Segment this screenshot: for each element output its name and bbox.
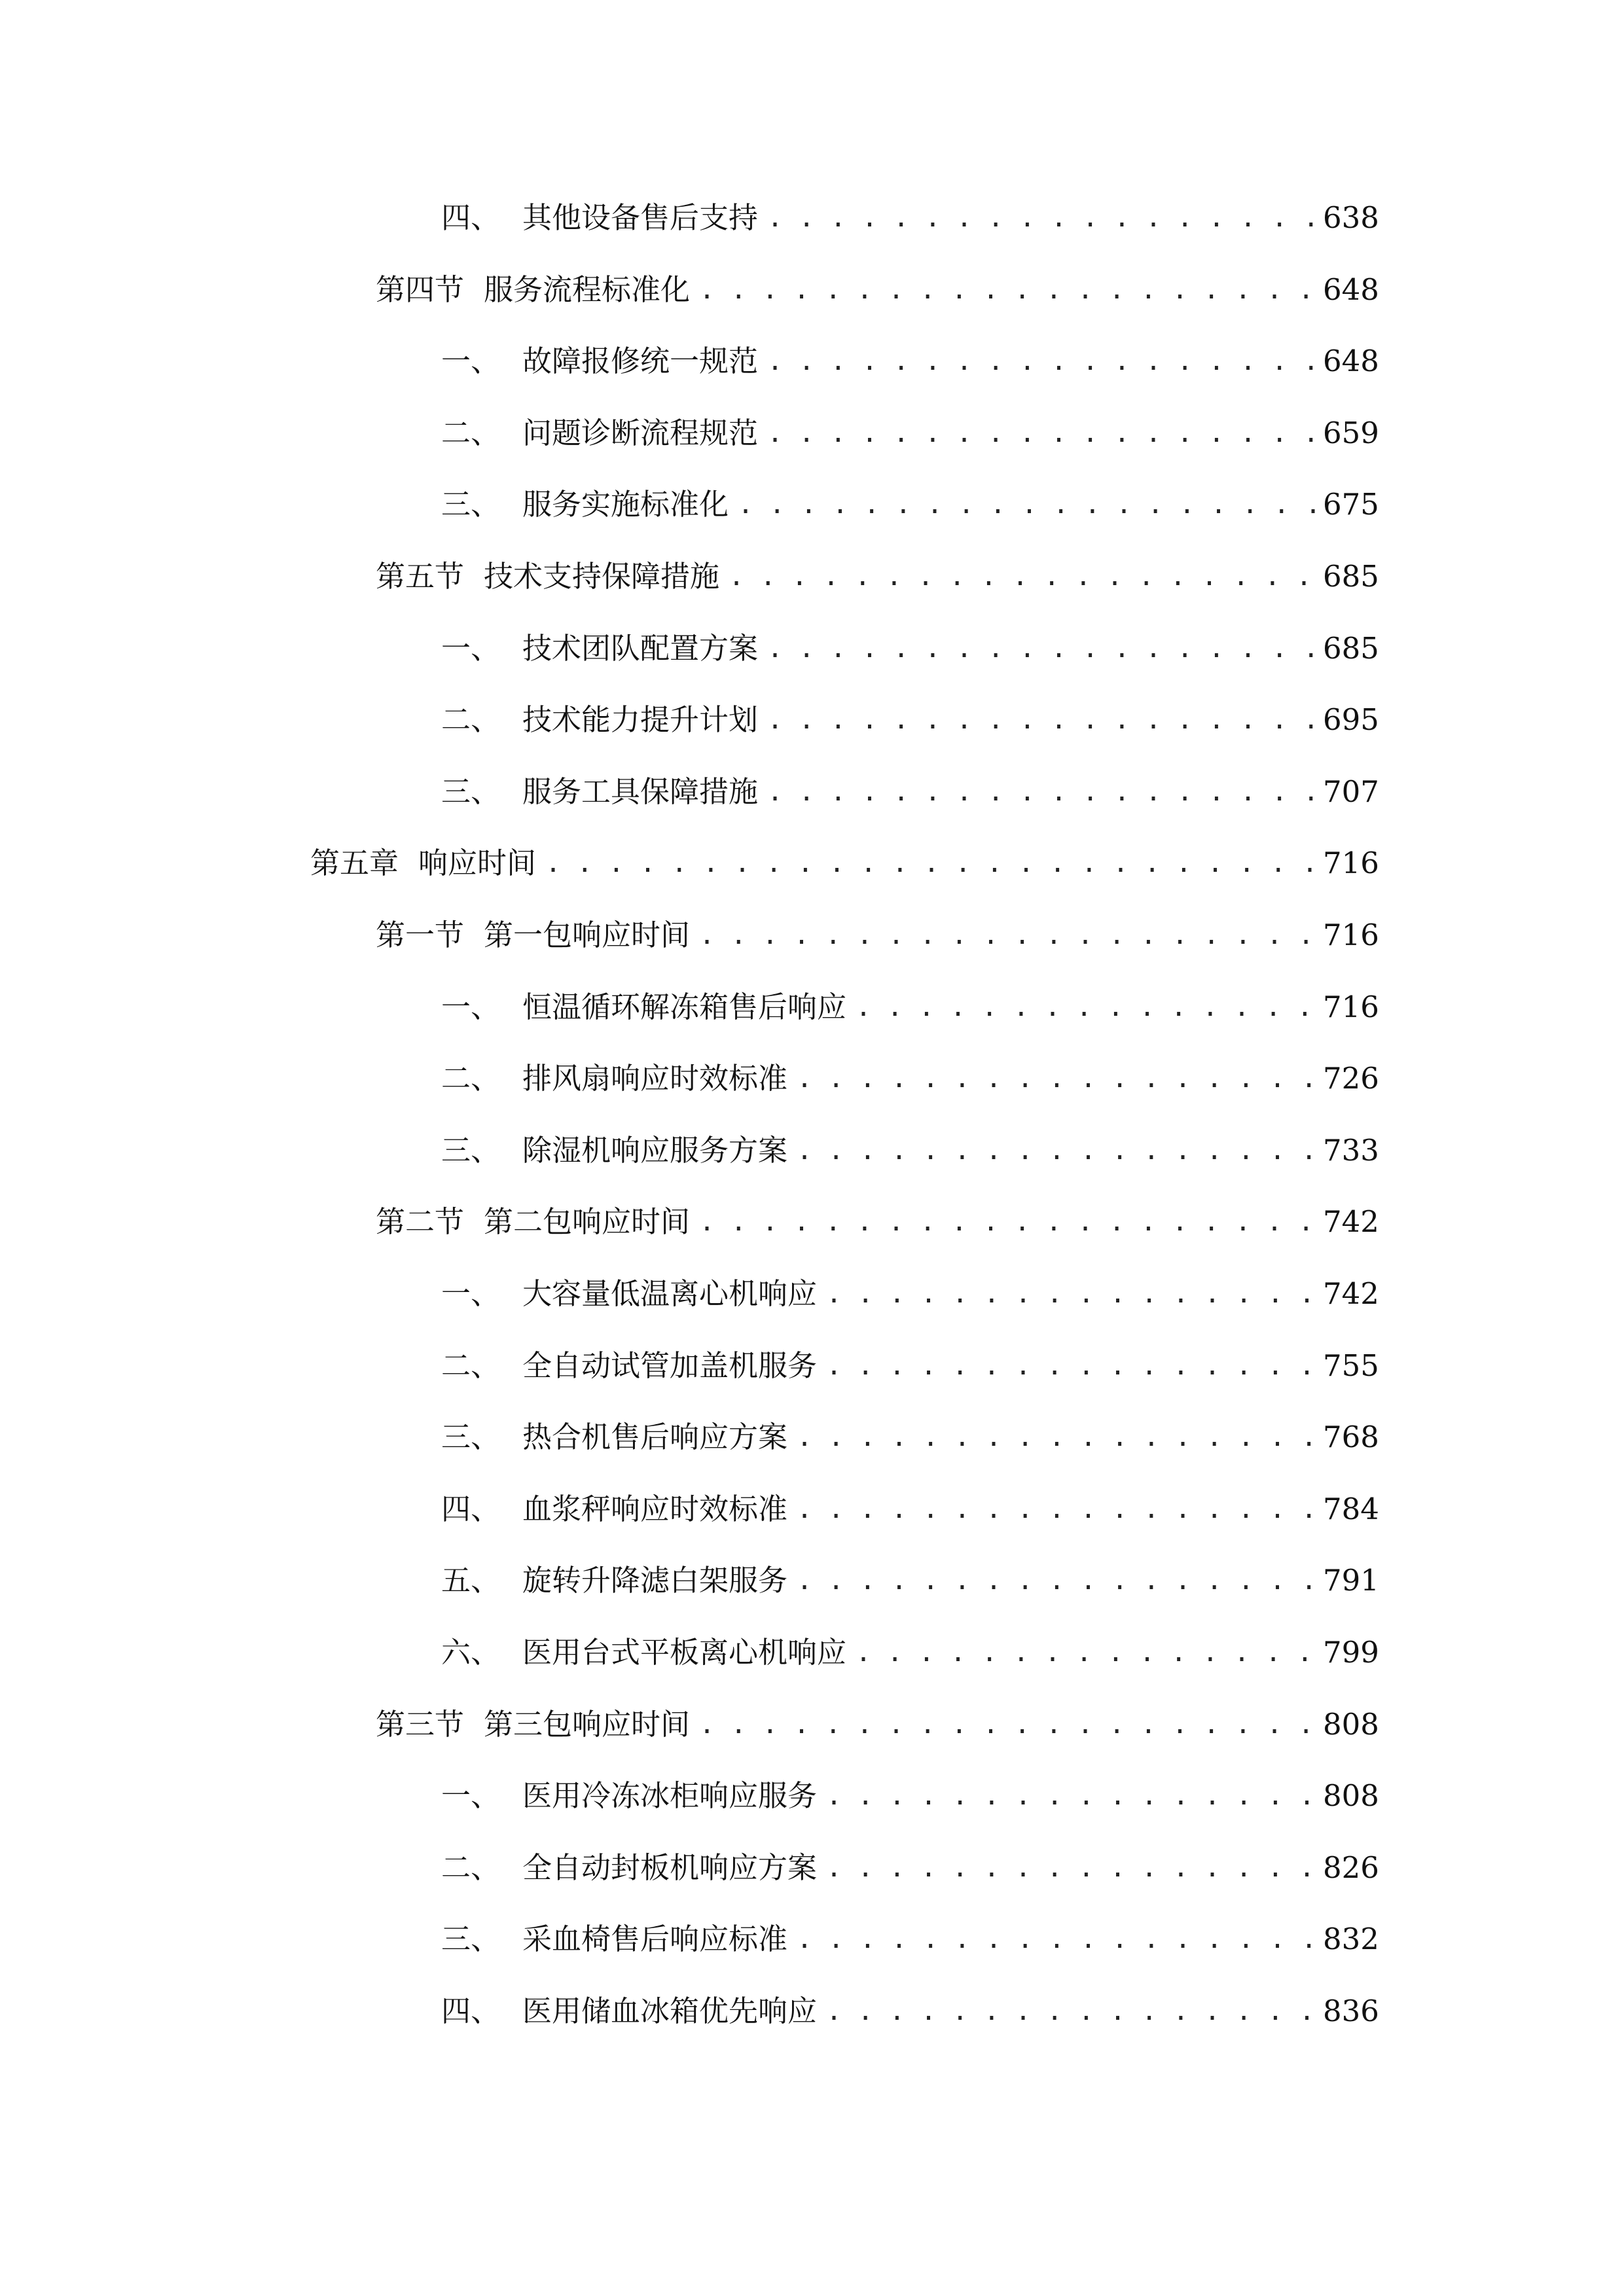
toc-entry-number: 第五章 — [310, 846, 399, 880]
toc-entry[interactable] — [441, 1268, 1379, 1320]
toc-entry-title: 血浆秤响应时效标准 — [522, 1492, 788, 1526]
toc-dot-leader — [856, 981, 1315, 1033]
toc-entry-title: 响应时间 — [418, 846, 537, 880]
toc-entry-page-number: 716 — [1323, 918, 1379, 952]
toc-dot-leader — [767, 192, 1315, 244]
toc-entry-title: 服务流程标准化 — [484, 272, 691, 307]
toc-entry-page-number: 659 — [1323, 416, 1379, 450]
toc-entry-number: 一、 — [441, 990, 501, 1024]
toc-dot-leader — [797, 1052, 1315, 1105]
toc-entry-page-number: 638 — [1323, 200, 1379, 235]
toc-entry-page-number: 791 — [1323, 1563, 1379, 1598]
toc-entry-page-number: 695 — [1323, 702, 1379, 737]
toc-entry-page-number: 826 — [1323, 1850, 1379, 1885]
toc-entry-page-number: 648 — [1323, 344, 1379, 378]
toc-entry-number: 二、 — [441, 1061, 501, 1096]
toc-entry-title: 医用储血冰箱优先响应 — [522, 1994, 818, 2028]
toc-entry-page-number: 799 — [1323, 1635, 1379, 1670]
toc-dot-leader — [826, 1770, 1315, 1822]
toc-entry-number: 二、 — [441, 1348, 501, 1383]
toc-entry-page-number: 784 — [1323, 1492, 1379, 1526]
toc-entry-number: 第四节 — [376, 272, 465, 307]
toc-entry-page-number: 733 — [1323, 1133, 1379, 1168]
toc-entry-title: 旋转升降滤白架服务 — [522, 1563, 788, 1598]
toc-entry[interactable] — [441, 1626, 1379, 1679]
toc-entry[interactable] — [376, 909, 1379, 961]
toc-entry-number: 三、 — [441, 487, 501, 522]
toc-entry[interactable] — [441, 407, 1379, 459]
toc-entry-page-number: 716 — [1323, 846, 1379, 880]
toc-entry-title: 技术支持保障措施 — [484, 559, 720, 594]
toc-entry[interactable] — [376, 1698, 1379, 1751]
toc-entry[interactable] — [441, 766, 1379, 818]
toc-entry[interactable] — [441, 1985, 1379, 2037]
toc-entry-number: 第二节 — [376, 1204, 465, 1239]
toc-entry-number: 一、 — [441, 631, 501, 666]
toc-entry-title: 问题诊断流程规范 — [522, 416, 759, 450]
toc-entry-page-number: 755 — [1323, 1348, 1379, 1383]
toc-dot-leader — [797, 1411, 1315, 1463]
toc-entry[interactable] — [310, 837, 1379, 889]
toc-dot-leader — [797, 1554, 1315, 1607]
toc-entry-title: 其他设备售后支持 — [522, 200, 759, 235]
toc-entry-number: 第五节 — [376, 559, 465, 594]
toc-entry-number: 四、 — [441, 200, 501, 235]
toc-dot-leader — [797, 1913, 1315, 1965]
toc-entry-page-number: 685 — [1323, 631, 1379, 666]
toc-entry-page-number: 648 — [1323, 272, 1379, 307]
toc-dot-leader — [767, 766, 1315, 818]
toc-entry-title: 医用冷冻冰柜响应服务 — [522, 1778, 818, 1813]
toc-entry-title: 恒温循环解冻箱售后响应 — [522, 990, 847, 1024]
toc-dot-leader — [826, 1340, 1315, 1392]
toc-entry-number: 二、 — [441, 416, 501, 450]
toc-entry-title: 服务工具保障措施 — [522, 774, 759, 809]
toc-entry-title: 大容量低温离心机响应 — [522, 1276, 818, 1311]
toc-entry-number: 五、 — [441, 1563, 501, 1598]
toc-dot-leader — [826, 1268, 1315, 1320]
toc-entry-title: 技术团队配置方案 — [522, 631, 759, 666]
toc-entry-page-number: 742 — [1323, 1204, 1379, 1239]
toc-entry[interactable] — [441, 1340, 1379, 1392]
toc-entry[interactable] — [441, 478, 1379, 531]
toc-entry-number: 三、 — [441, 1133, 501, 1168]
toc-entry-title: 热合机售后响应方案 — [522, 1420, 788, 1454]
toc-entry-title: 全自动试管加盖机服务 — [522, 1348, 818, 1383]
toc-entry-title: 除湿机响应服务方案 — [522, 1133, 788, 1168]
toc-dot-leader — [767, 407, 1315, 459]
toc-dot-leader — [699, 264, 1315, 316]
toc-entry-number: 三、 — [441, 774, 501, 809]
toc-entry-number: 一、 — [441, 1778, 501, 1813]
toc-entry-number: 三、 — [441, 1420, 501, 1454]
toc-entry-title: 全自动封板机响应方案 — [522, 1850, 818, 1885]
toc-entry-page-number: 832 — [1323, 1922, 1379, 1956]
toc-entry-title: 医用台式平板离心机响应 — [522, 1635, 847, 1670]
toc-entry[interactable] — [441, 1483, 1379, 1535]
toc-dot-leader — [738, 478, 1315, 531]
toc-dot-leader — [826, 1985, 1315, 2037]
toc-entry[interactable] — [441, 1770, 1379, 1822]
toc-entry[interactable] — [441, 622, 1379, 675]
toc-entry-number: 二、 — [441, 702, 501, 737]
toc-entry[interactable] — [441, 1124, 1379, 1177]
toc-entry-number: 六、 — [441, 1635, 501, 1670]
toc-entry-number: 一、 — [441, 344, 501, 378]
toc-dot-leader — [856, 1626, 1315, 1679]
toc-dot-leader — [699, 1698, 1315, 1751]
toc-entry-title: 服务实施标准化 — [522, 487, 729, 522]
toc-entry[interactable] — [441, 981, 1379, 1033]
toc-entry[interactable] — [441, 1842, 1379, 1894]
toc-entry[interactable] — [441, 694, 1379, 746]
toc-entry-page-number: 808 — [1323, 1778, 1379, 1813]
toc-entry-page-number: 675 — [1323, 487, 1379, 522]
toc-entry-page-number: 742 — [1323, 1276, 1379, 1311]
toc-entry[interactable] — [376, 264, 1379, 316]
toc-entry-page-number: 685 — [1323, 559, 1379, 594]
toc-entry[interactable] — [441, 1052, 1379, 1105]
toc-dot-leader — [767, 622, 1315, 675]
toc-dot-leader — [545, 837, 1315, 889]
toc-entry[interactable] — [376, 550, 1379, 603]
toc-entry-title: 排风扇响应时效标准 — [522, 1061, 788, 1096]
toc-entry-number: 第一节 — [376, 918, 465, 952]
toc-dot-leader — [826, 1842, 1315, 1894]
toc-entry[interactable] — [441, 1913, 1379, 1965]
toc-entry[interactable] — [441, 1411, 1379, 1463]
toc-entry[interactable] — [441, 1554, 1379, 1607]
toc-dot-leader — [729, 550, 1315, 603]
toc-entry-number: 一、 — [441, 1276, 501, 1311]
toc-dot-leader — [797, 1124, 1315, 1177]
toc-entry-title: 采血椅售后响应标准 — [522, 1922, 788, 1956]
toc-entry-title: 第三包响应时间 — [484, 1707, 691, 1742]
toc-entry-title: 技术能力提升计划 — [522, 702, 759, 737]
toc-entry[interactable] — [441, 335, 1379, 387]
toc-entry-page-number: 707 — [1323, 774, 1379, 809]
toc-entry-page-number: 808 — [1323, 1707, 1379, 1742]
toc-dot-leader — [797, 1483, 1315, 1535]
toc-entry-title: 故障报修统一规范 — [522, 344, 759, 378]
toc-dot-leader — [767, 335, 1315, 387]
toc-entry-number: 四、 — [441, 1994, 501, 2028]
toc-entry-number: 二、 — [441, 1850, 501, 1885]
toc-entry-page-number: 716 — [1323, 990, 1379, 1024]
toc-entry-title: 第一包响应时间 — [484, 918, 691, 952]
toc-entry-page-number: 836 — [1323, 1994, 1379, 2028]
toc-entry-title: 第二包响应时间 — [484, 1204, 691, 1239]
toc-entry-page-number: 726 — [1323, 1061, 1379, 1096]
toc-dot-leader — [699, 1196, 1315, 1248]
toc-entry[interactable] — [376, 1196, 1379, 1248]
toc-dot-leader — [767, 694, 1315, 746]
toc-dot-leader — [699, 909, 1315, 961]
toc-entry[interactable] — [441, 192, 1379, 244]
toc-entry-number: 四、 — [441, 1492, 501, 1526]
toc-entry-number: 第三节 — [376, 1707, 465, 1742]
toc-entry-number: 三、 — [441, 1922, 501, 1956]
toc-entry-page-number: 768 — [1323, 1420, 1379, 1454]
